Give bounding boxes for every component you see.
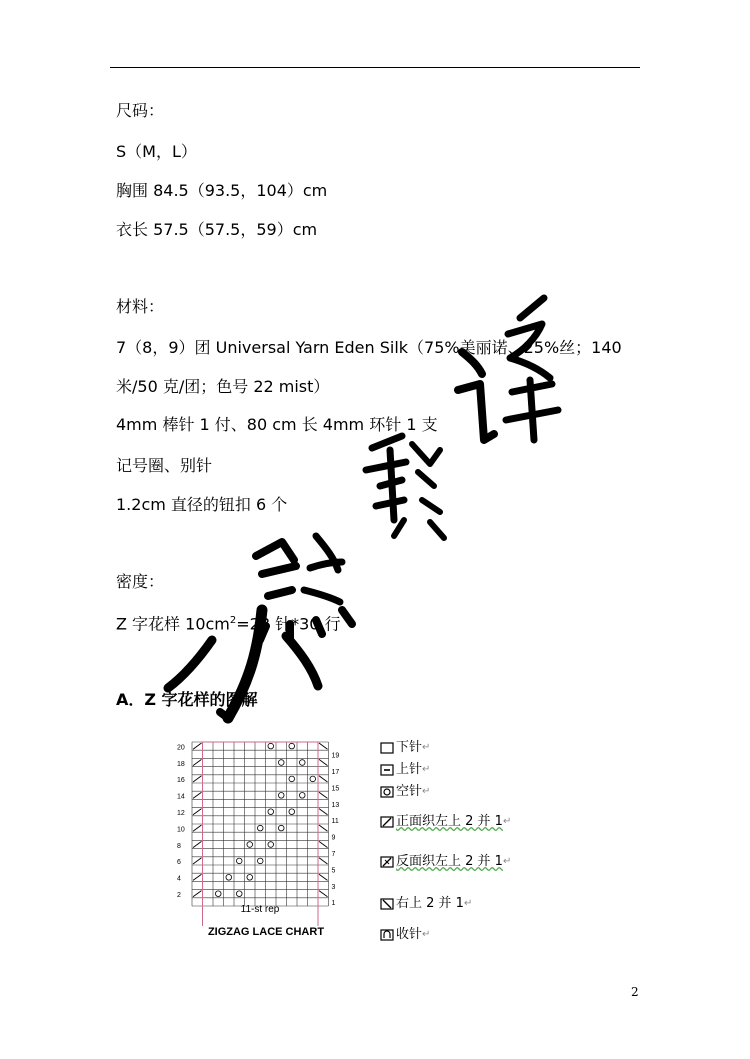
row-label-left: 18 bbox=[177, 760, 185, 768]
row-label-right: 3 bbox=[331, 883, 336, 891]
row-label-left: 8 bbox=[177, 842, 181, 850]
k2tog-rs-icon bbox=[380, 816, 394, 828]
k2tog-symbol bbox=[193, 874, 202, 880]
ssk-icon bbox=[380, 898, 394, 910]
row-label-right: 11 bbox=[331, 818, 339, 826]
yarn-over-symbol bbox=[268, 842, 274, 848]
yarn-over-symbol bbox=[247, 875, 253, 881]
page-number: 2 bbox=[631, 985, 639, 999]
yarn-over-symbol bbox=[257, 825, 263, 831]
yarn-over-symbol bbox=[289, 809, 295, 815]
k2tog-ws-icon bbox=[380, 856, 394, 868]
row-label-right: 15 bbox=[331, 785, 340, 793]
yarn-over-symbol bbox=[289, 743, 295, 749]
bind-off-icon bbox=[380, 929, 394, 941]
sizes-line: S（M，L） bbox=[116, 142, 197, 161]
row-label-right: 17 bbox=[331, 768, 340, 776]
k2tog-symbol bbox=[193, 792, 202, 798]
bust-line: 胸围 84.5（93.5，104）cm bbox=[116, 181, 328, 200]
row-label-left: 4 bbox=[177, 875, 181, 883]
legend-ssk: 右上 2 并 1↵ bbox=[380, 894, 472, 914]
ssk-symbol bbox=[319, 759, 328, 765]
yarn-over-symbol bbox=[268, 743, 274, 749]
row-label-left: 12 bbox=[177, 809, 185, 817]
yarn-over-symbol bbox=[257, 858, 263, 864]
legend-yo: 空针↵ bbox=[380, 782, 430, 802]
yarn-line-2: 米/50 克/团；色号 22 mist） bbox=[116, 377, 330, 396]
row-label-left: 6 bbox=[177, 859, 181, 867]
repeat-label: 11-st rep bbox=[240, 904, 280, 915]
yarn-over-symbol bbox=[278, 760, 284, 766]
materials-heading: 材料： bbox=[116, 297, 165, 316]
yarn-over-symbol bbox=[268, 809, 274, 815]
row-label-left: 20 bbox=[177, 744, 185, 752]
ssk-symbol bbox=[319, 792, 328, 798]
markers-line: 记号圈、别针 bbox=[116, 456, 213, 475]
legend-k2tog-rs: 正面织左上 2 并 1↵ bbox=[380, 812, 511, 832]
k2tog-symbol bbox=[193, 825, 202, 831]
sizes-heading: 尺码： bbox=[116, 101, 165, 120]
ssk-symbol bbox=[319, 858, 328, 864]
legend-bind-off: 收针↵ bbox=[380, 925, 430, 945]
row-label-left: 2 bbox=[177, 891, 181, 899]
yarn-over-symbol bbox=[236, 858, 242, 864]
header-rule bbox=[110, 67, 640, 68]
yarn-over-symbol bbox=[226, 875, 232, 881]
legend-k2tog-ws: 反面织左上 2 并 1↵ bbox=[380, 852, 511, 872]
k2tog-symbol bbox=[193, 743, 202, 749]
yarn-over-symbol bbox=[278, 825, 284, 831]
k2tog-symbol bbox=[193, 776, 202, 782]
legend-purl: 上针↵ bbox=[380, 760, 430, 780]
yarn-line-1: 7（8，9）团 Universal Yarn Eden Silk（75%美丽诺、25%丝；140 bbox=[116, 338, 622, 357]
yarn-over-symbol bbox=[299, 793, 305, 799]
row-label-right: 5 bbox=[331, 867, 336, 875]
repeat-box bbox=[203, 742, 319, 926]
chart-grid bbox=[174, 736, 358, 926]
k2tog-symbol bbox=[193, 841, 202, 847]
k2tog-symbol bbox=[193, 891, 202, 897]
row-label-left: 16 bbox=[177, 777, 185, 785]
legend-knit: 下针↵ bbox=[380, 738, 430, 758]
row-label-right: 13 bbox=[331, 801, 340, 809]
gauge-line: Z 字花样 $10cm^2=28$ 针*30 行 bbox=[116, 614, 341, 634]
yarn-over-icon bbox=[380, 786, 394, 798]
k2tog-symbol bbox=[193, 809, 202, 815]
purl-icon bbox=[380, 764, 394, 776]
row-label-left: 10 bbox=[177, 826, 185, 834]
yarn-over-symbol bbox=[289, 776, 295, 782]
yarn-over-symbol bbox=[278, 793, 284, 799]
ssk-symbol bbox=[319, 841, 328, 847]
ssk-symbol bbox=[319, 891, 328, 897]
ssk-symbol bbox=[319, 809, 328, 815]
row-label-right: 9 bbox=[331, 834, 336, 842]
buttons-line: 1.2cm 直径的钮扣 6 个 bbox=[116, 495, 288, 514]
row-label-right: 7 bbox=[331, 850, 336, 858]
row-label-right: 1 bbox=[331, 900, 336, 908]
ssk-symbol bbox=[319, 874, 328, 880]
gauge-heading: 密度： bbox=[116, 572, 165, 591]
k2tog-symbol bbox=[193, 759, 202, 765]
k2tog-symbol bbox=[193, 858, 202, 864]
ssk-symbol bbox=[319, 776, 328, 782]
yarn-over-symbol bbox=[247, 842, 253, 848]
ssk-symbol bbox=[319, 743, 328, 749]
row-label-right: 19 bbox=[331, 752, 340, 760]
zigzag-lace-chart bbox=[174, 736, 358, 944]
needles-line: 4mm 棒针 1 付、80 cm 长 4mm 环针 1 支 bbox=[116, 415, 438, 434]
yarn-over-symbol bbox=[299, 760, 305, 766]
row-label-left: 14 bbox=[177, 793, 185, 801]
section-a-heading: A．Z 字花样的图解 bbox=[116, 690, 258, 709]
yarn-over-symbol bbox=[236, 891, 242, 897]
yarn-over-symbol bbox=[310, 776, 316, 782]
ssk-symbol bbox=[319, 825, 328, 831]
yarn-over-symbol bbox=[215, 891, 221, 897]
chart-title: ZIGZAG LACE CHART bbox=[207, 926, 325, 938]
knit-icon bbox=[380, 742, 394, 754]
length-line: 衣长 57.5（57.5，59）cm bbox=[116, 220, 318, 239]
